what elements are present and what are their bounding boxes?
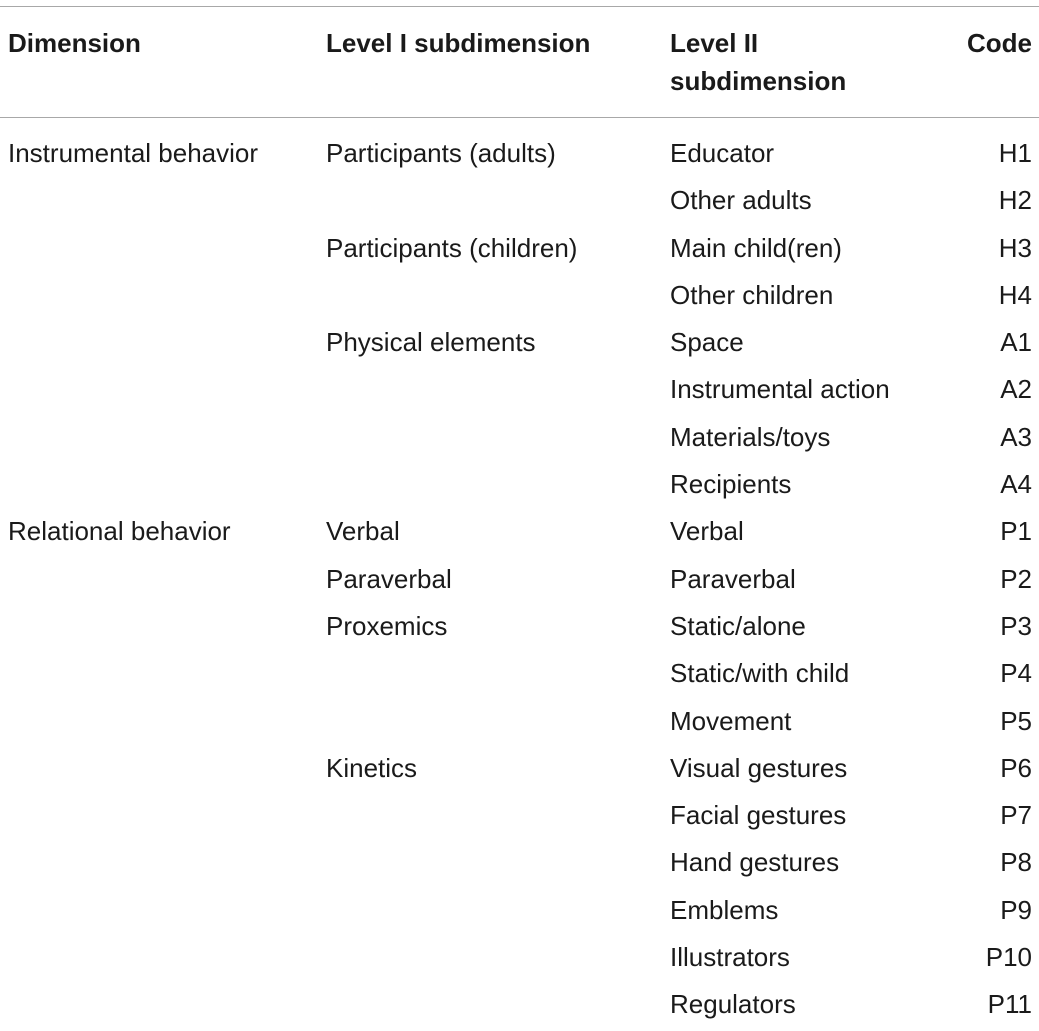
cell-level2: Movement — [670, 705, 792, 736]
cell-level1: Proxemics — [326, 610, 448, 641]
table-top-rule — [0, 6, 1039, 7]
header-level2-line1: Level II — [670, 28, 759, 58]
cell-level2: Recipients — [670, 469, 792, 500]
cell-level2: Emblems — [670, 894, 779, 925]
cell-level2: Regulators — [670, 989, 796, 1020]
header-code: Code — [967, 28, 1032, 58]
cell-code: H3 — [998, 232, 1032, 263]
cell-level2: Instrumental action — [670, 374, 890, 405]
cell-code: H4 — [998, 279, 1032, 310]
cell-level2: Verbal — [670, 516, 744, 547]
cell-code: H1 — [998, 138, 1032, 168]
cell-code: P1 — [1000, 516, 1032, 547]
cell-level2: Illustrators — [670, 942, 790, 973]
table-row — [0, 558, 1039, 605]
cell-code: P3 — [1000, 610, 1032, 641]
table-body — [0, 132, 1039, 1031]
table-header-rule — [0, 117, 1039, 118]
cell-level2: Other adults — [670, 185, 812, 216]
table-row — [0, 510, 1039, 557]
cell-level2: Hand gestures — [670, 847, 840, 878]
table-row — [0, 321, 1039, 368]
cell-level2: Facial gestures — [670, 800, 847, 831]
cell-code: A1 — [1000, 327, 1032, 358]
table-row — [0, 416, 1039, 463]
cell-code: P8 — [1000, 847, 1032, 878]
table-header-row — [0, 24, 1039, 104]
cell-code: P2 — [1000, 563, 1032, 594]
table-row — [0, 605, 1039, 652]
table-row — [0, 368, 1039, 415]
cell-code: P4 — [1000, 658, 1032, 689]
table-row — [0, 794, 1039, 841]
cell-code: P11 — [987, 989, 1032, 1020]
cell-level1: Participants (children) — [326, 232, 578, 263]
table-row — [0, 463, 1039, 510]
cell-code: P5 — [1000, 705, 1032, 736]
table-row — [0, 227, 1039, 274]
cell-level2: Static/with child — [670, 658, 850, 689]
table-row — [0, 936, 1039, 983]
table-row — [0, 747, 1039, 794]
table-row — [0, 274, 1039, 321]
table-row — [0, 983, 1039, 1030]
cell-level1: Physical elements — [326, 327, 536, 358]
cell-code: A3 — [1000, 421, 1032, 452]
cell-level1: Paraverbal — [326, 563, 452, 594]
cell-code: P7 — [1000, 800, 1032, 831]
cell-level1: Participants (adults) — [326, 138, 556, 168]
cell-level2: Space — [670, 327, 744, 358]
cell-code: A4 — [1000, 469, 1032, 500]
cell-level2: Other children — [670, 279, 834, 310]
cell-level2: Paraverbal — [670, 563, 796, 594]
cell-code: H2 — [998, 185, 1032, 216]
cell-level2: Visual gestures — [670, 752, 848, 783]
cell-code: A2 — [1000, 374, 1032, 405]
cell-code: P6 — [1000, 752, 1032, 783]
header-level1-subdimension: Level I subdimension — [326, 28, 591, 58]
cell-level2: Main child(ren) — [670, 232, 842, 263]
header-level2-line2: subdimension — [670, 66, 847, 96]
table-row — [0, 179, 1039, 226]
table-row — [0, 841, 1039, 888]
cell-level2: Static/alone — [670, 610, 806, 641]
cell-level2: Educator — [670, 138, 775, 168]
cell-code: P10 — [985, 942, 1032, 973]
cell-level2: Materials/toys — [670, 421, 831, 452]
table-row — [0, 132, 1039, 179]
cell-dimension: Relational behavior — [8, 516, 231, 547]
table-row — [0, 700, 1039, 747]
header-dimension: Dimension — [8, 28, 141, 58]
cell-code: P9 — [1000, 894, 1032, 925]
table-row — [0, 652, 1039, 699]
cell-dimension: Instrumental behavior — [8, 138, 259, 168]
header-level2-subdimension — [670, 24, 930, 100]
cell-level1: Kinetics — [326, 752, 418, 783]
table-row — [0, 889, 1039, 936]
cell-level1: Verbal — [326, 516, 400, 547]
